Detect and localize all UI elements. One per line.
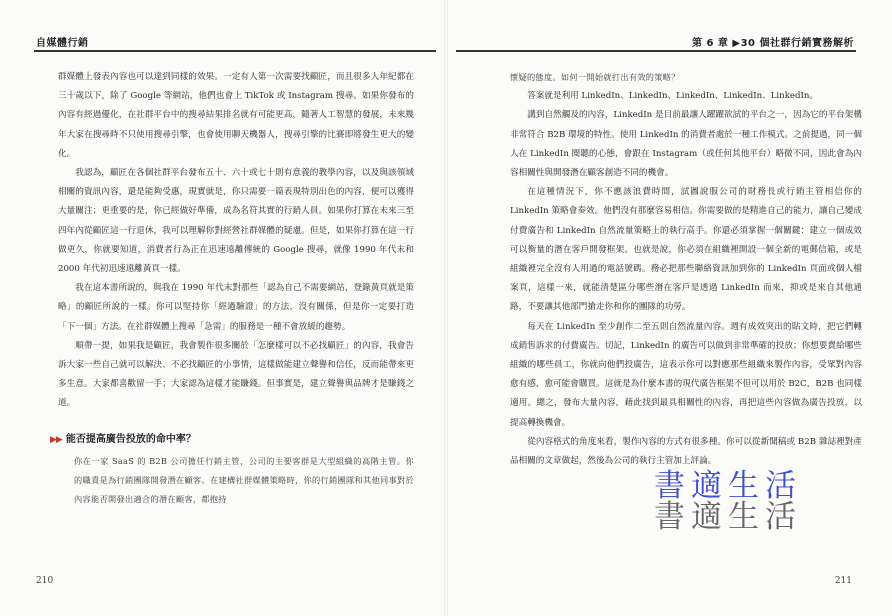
- running-header-right: 第 6 章 ▶30 個社群行銷實務解析: [692, 38, 854, 49]
- right-body-text: [510, 68, 862, 471]
- paragraph: 我在這本書所說的，與我在 1990 年代末對那些「認為自己不需要網站，登錄黃頁就是策略」的顧匠所說的一樣。你可以堅持你「經過驗證」的方法，沒有關係，但是你一定要打造「下一個」方法。在社群媒體上搜尋「急需」的服務是一種不會放緩的趨勢。: [58, 283, 414, 332]
- quote-continuation: 懷疑的態度。如何一開始就打出有效的策略？: [510, 72, 680, 82]
- page-number-right: 211: [834, 576, 852, 586]
- paragraph: 順帶一提，如果我是顧匠，我會製作很多關於「怎麼樣可以不必找顧匠」的內容，我會告訴大家一些自己就可以解決、不必找顧匠的小事情，這樣做能建立聲譽和信任，反而能帶來更多生意。大家都喜歡留一手；大家認為這樣才能賺錢。但事實是，建立聲譽與品牌才是賺錢之道。: [58, 340, 414, 409]
- section-heading-text: 能否提高廣告投放的命中率？: [65, 434, 196, 445]
- paragraph: 群媒體上發表內容也可以達到同樣的效果。一定有人第一次需要找顧匠，而且很多人年紀都在三十歲以下，除了 Google 等網站，他們也會上 TikTok 或 Instagram 搜尋。如果你發布的內容有經過優化，在社群平台中的搜尋結果排名就有可能更高，隨著人工智慧的發展，未來幾年大家在搜尋時不只使用搜尋引擎，也會使用聊天機器人，搜尋引擎的比賽即將發生更大的變化。: [58, 72, 414, 159]
- running-header-left: 自媒體行銷: [36, 38, 89, 49]
- left-body-text: [58, 68, 414, 414]
- scenario-quote: 你在一家 SaaS 的 B2B 公司擔任行銷主管，公司的主要客群是大型組織的高階主管。你的職責是為行銷團隊開發潛在顧客。在建構社群媒體策略時，你的行銷團隊和其他同事對於內容能否開發出適合的潛在顧客，都抱持: [74, 456, 414, 505]
- paragraph: 從內容格式的角度來看，製作內容的方式有很多種。你可以從新聞稿或 B2B 雜誌裡對產品相關的文章做起，然後為公司的執行主管加上評論。: [510, 436, 862, 467]
- paragraph: 答案就是利用 LinkedIn、LinkedIn、LinkedIn、LinkedIn、LinkedIn。: [527, 91, 819, 102]
- paragraph: 每天在 LinkedIn 至少創作二至五則自然流量內容。週有成效突出的貼文時，把它們轉成銷售訴求的付費廣告。切記，LinkedIn 的廣告可以做到非常準確的投放；你想要賣給哪些組織的哪些員工，你就向他們投廣告，這表示你可以對應那些組織來製作內容，受眾對內容愈有感，愈可能會購買。這就是為什麼本書的現代廣告框架不但可以用於 B2C，B2B 也同樣適用。總之，發布大量內容，藉此找到最具相關性的內容，再把這些內容做為廣告投放，以提高轉換機會。: [510, 321, 862, 428]
- header-rule-left: [34, 50, 436, 52]
- section-heading: [50, 430, 196, 445]
- paragraph: 講到自然觸及的內容，LinkedIn 是目前最讓人躍躍欲試的平台之一，因為它的平台架構非常符合 B2B 環境的特性。使用 LinkedIn 的消費者處於一種工作模式。之前提過，同一個人在 LinkedIn 閱聽的心態，會跟在 Instagram（或任何其他平台）略微不同，因此會為內容相關性與開發潛在顧客創造不同的機會。: [510, 110, 862, 179]
- page-number-left: 210: [36, 576, 54, 586]
- watermark-gray: 書適生活: [654, 499, 802, 535]
- header-rule-right: [456, 50, 856, 52]
- paragraph: 我認為，顧匠在各個社群平台發布五十、六十或七十則有意義的教學內容，以及與該領域相關的資訊內容，還是能夠受惠，現實就是，你只需要一篇表現特別出色的內容，便可以獲得大量關注；更重要的是，你已經做好準備，成為名符其實的行銷人員。如果你打算在未來三至四年內從顧匠這一行退休，我可以理解你對經營社群媒體的疑慮。但是，如果你打算在這一行做更久，你就要知道，消費者行為正在迅速遠離傳統的 Google 搜尋，就像 1990 年代末和 2000 年代初迅速遠離黃頁一樣。: [58, 168, 414, 275]
- double-arrow-icon: ▶▶: [50, 435, 62, 445]
- watermark-blue: 書適生活: [654, 468, 802, 504]
- paragraph: 在這種情況下，你不應該浪費時間，試圖說服公司的財務長或行銷主管相信你的 LinkedIn 策略會奏效。他們沒有那麼容易相信。你需要做的是精進自己的能力，讓自己變成付費廣告和 LinkedIn 自然流量策略上的執行高手。你還必須掌握一個關鍵：建立一個成效可以衡量的潛在客戶開發框架。也就是說，你必須在組織裡開設一個全新的電郵信箱，或是組織裡完全沒有人用過的電話號碼。務必把那些聯絡資訊加到你的 LinkedIn 頁面或個人檔案頁，這樣一來，就能清楚區分哪些潛在客戶是透過 LinkedIn 而來，抑或是來自其他通路，不要讓其他部門搶走你和你的團隊的功勞。: [510, 187, 862, 313]
